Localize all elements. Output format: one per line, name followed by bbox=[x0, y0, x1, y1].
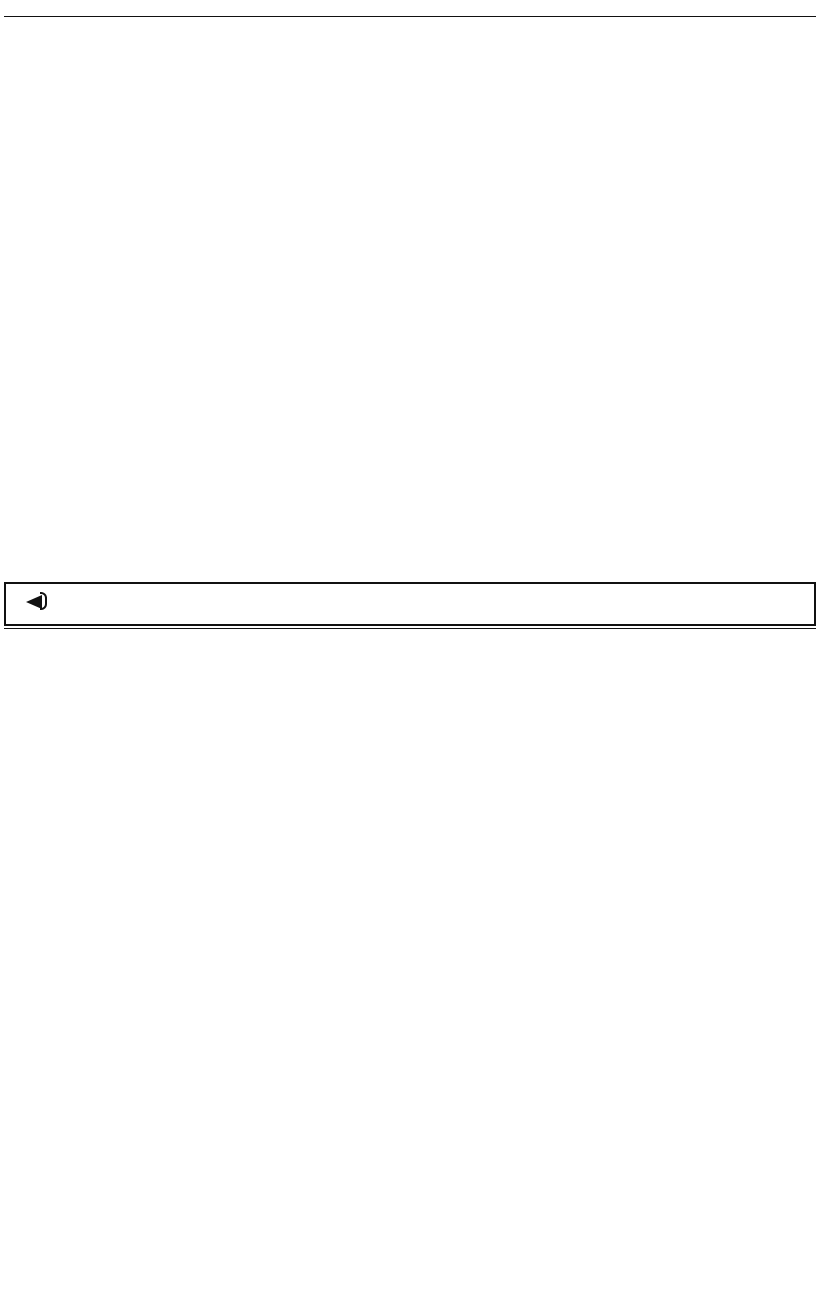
page-folio bbox=[4, 2, 816, 16]
megaphone-icon bbox=[26, 590, 52, 612]
help-wanted-section bbox=[4, 16, 816, 580]
service-directory bbox=[4, 628, 816, 1294]
home-service-guide-banner bbox=[4, 582, 816, 626]
